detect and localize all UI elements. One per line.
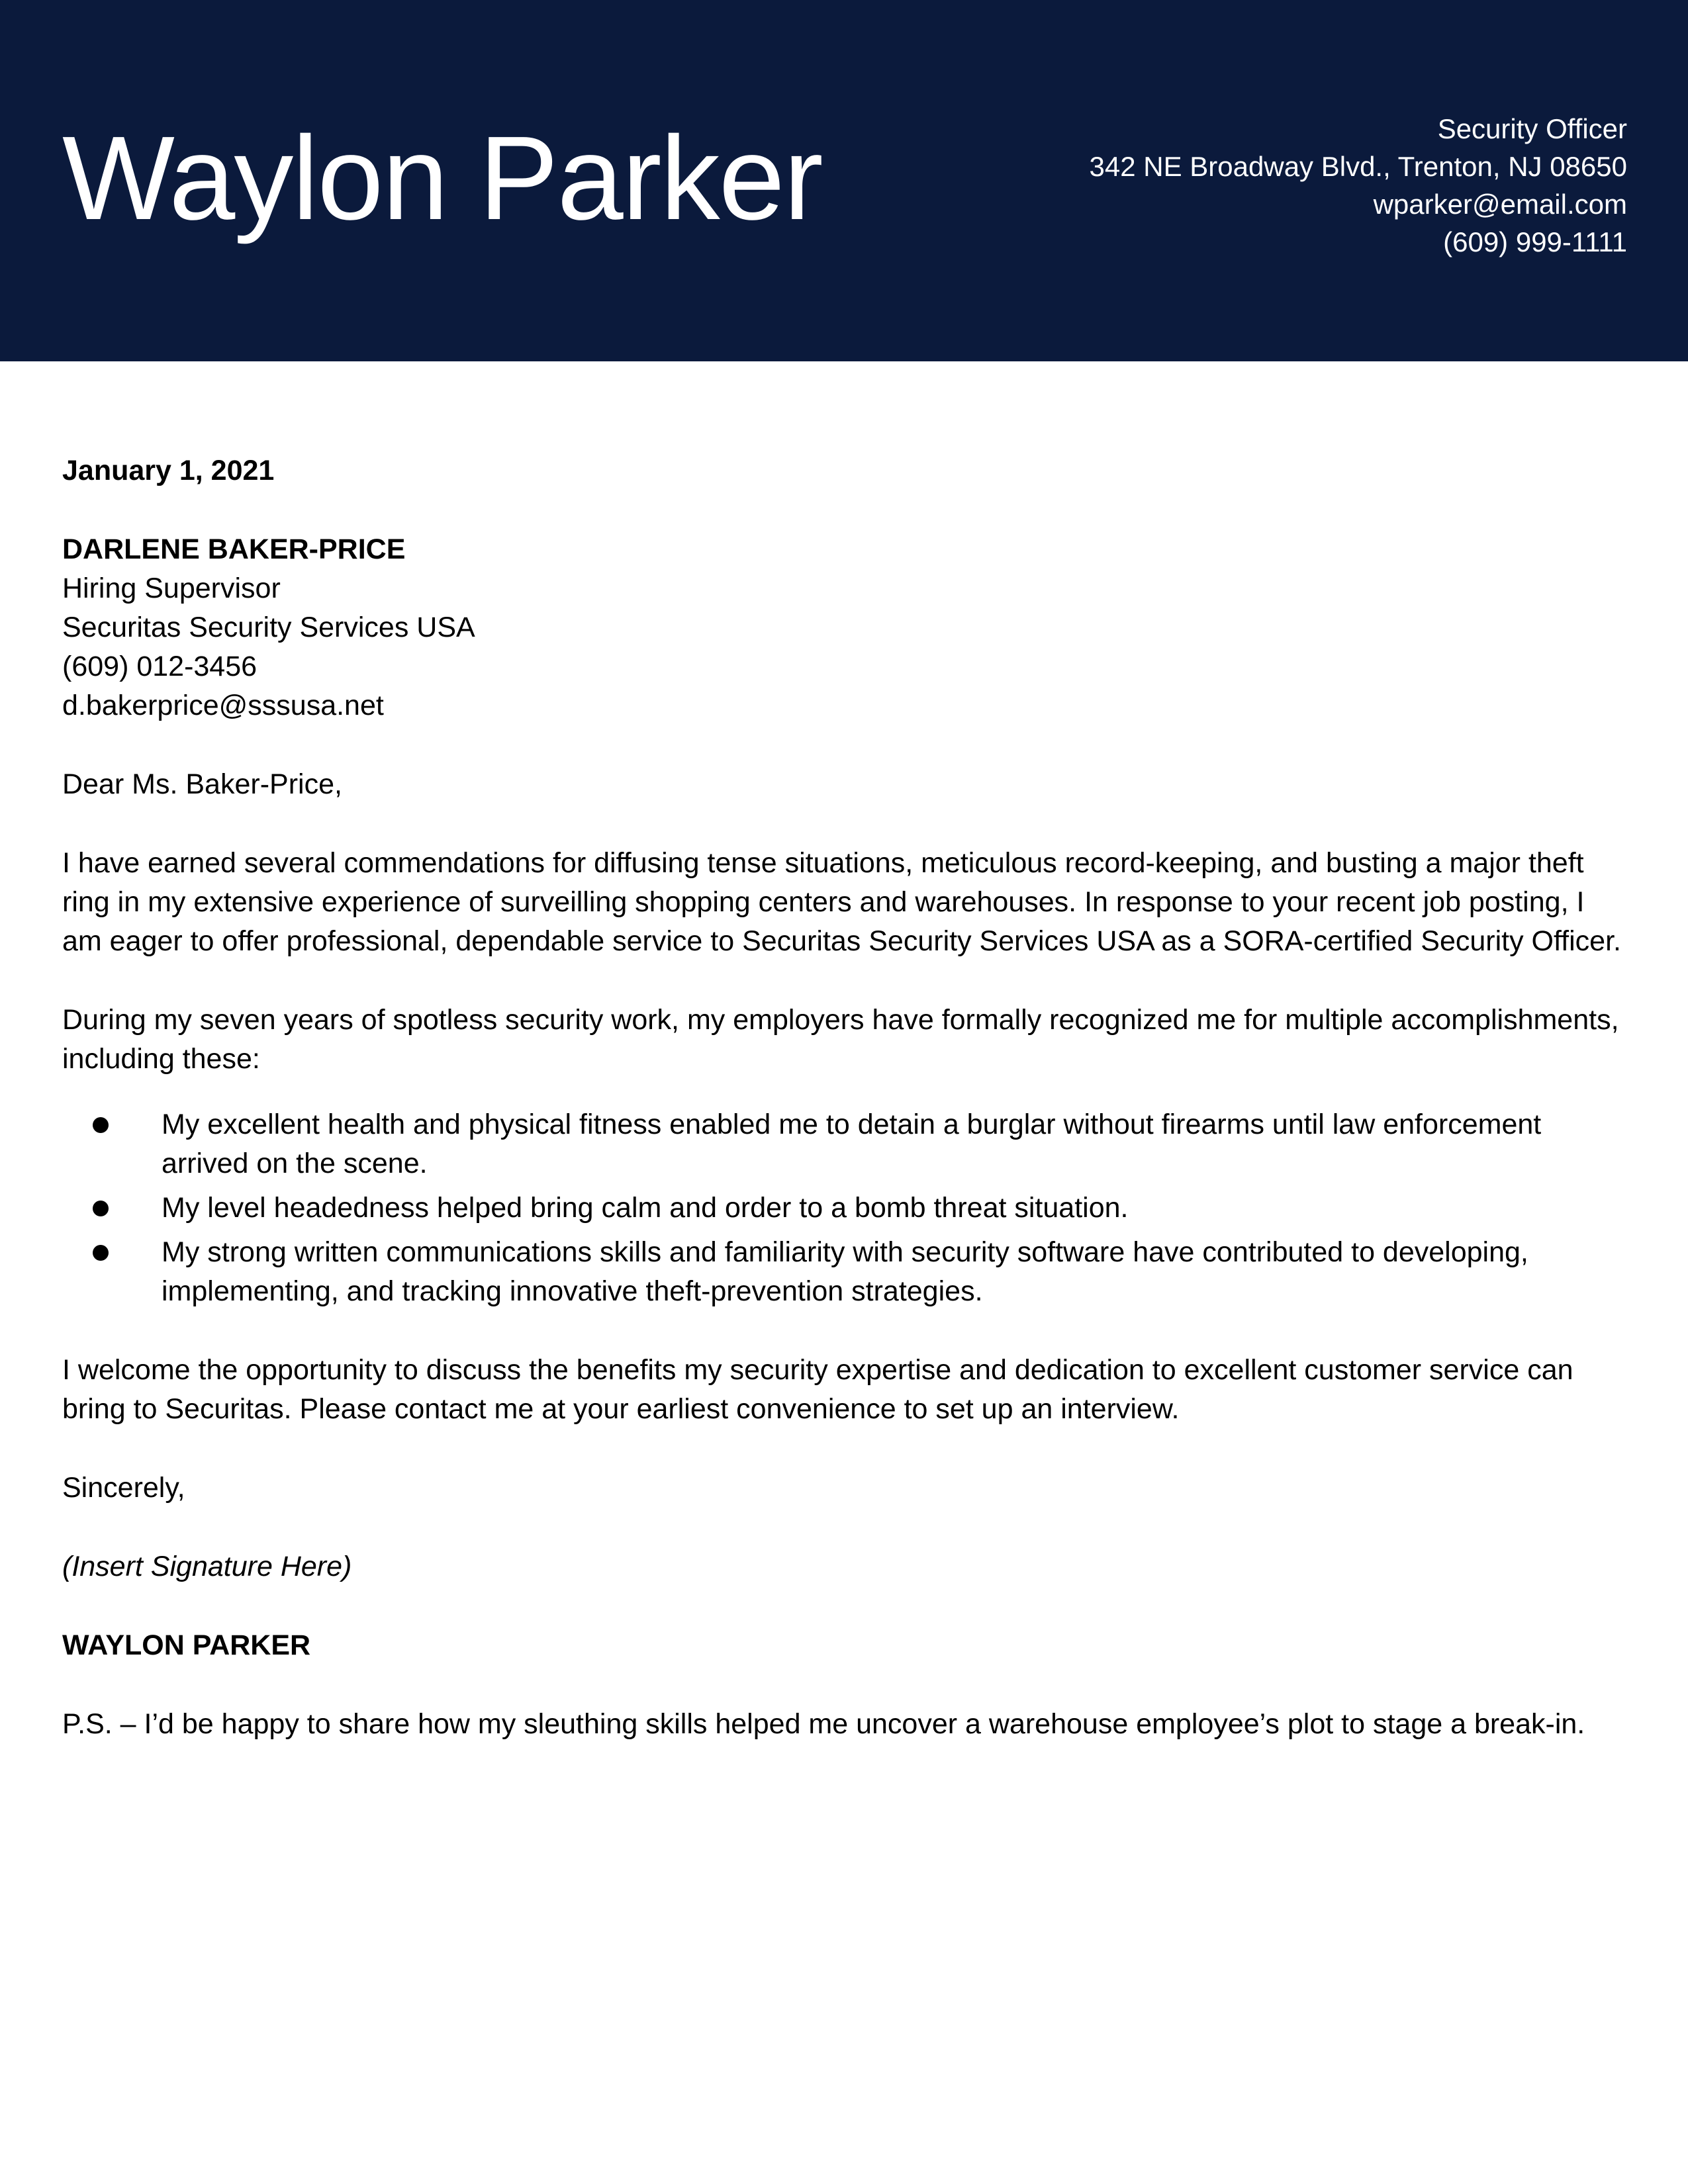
- list-item-text: My level headedness helped bring calm and order to a bomb threat situation.: [162, 1192, 1129, 1224]
- paragraph-accomplishments: During my seven years of spotless security work, my employers have formally recognized me for multiple accomplishments, including these:: [62, 1004, 1619, 1075]
- letter-body: [62, 451, 1631, 1784]
- contact-block: [1090, 110, 1627, 261]
- recipient-company: Securitas Security Services USA: [62, 612, 475, 643]
- bullet-icon: [93, 1117, 109, 1133]
- paragraph-closing: I welcome the opportunity to discuss the benefits my security expertise and dedication to excellent customer service can bring to Securitas. Please contact me at your earliest convenience to set up an interview.: [62, 1354, 1573, 1425]
- list-item: [62, 1105, 1631, 1183]
- bullet-icon: [93, 1201, 109, 1216]
- signature-placeholder: (Insert Signature Here): [62, 1551, 352, 1582]
- list-item: [62, 1189, 1631, 1228]
- applicant-name: Waylon Parker: [62, 112, 822, 245]
- bullet-icon: [93, 1245, 109, 1261]
- postscript: P.S. – I’d be happy to share how my sleuthing skills helped me uncover a warehouse employee’s plot to stage a break-in.: [62, 1708, 1585, 1740]
- letter-date: January 1, 2021: [62, 455, 275, 486]
- phone: (609) 999-1111: [1443, 226, 1627, 257]
- address: 342 NE Broadway Blvd., Trenton, NJ 08650: [1089, 151, 1627, 182]
- accomplishment-list: [62, 1105, 1631, 1311]
- list-item-text: My strong written communications skills and familiarity with security software have contributed to developing, implementing, and tracking innovative theft-prevention strategies.: [162, 1236, 1528, 1307]
- closing: Sincerely,: [62, 1472, 185, 1504]
- header-banner: [0, 0, 1688, 361]
- recipient-phone: (609) 012-3456: [62, 651, 258, 682]
- list-item-text: My excellent health and physical fitness enabled me to detain a burglar without firearms until law enforcement arrived on the scene.: [162, 1109, 1542, 1179]
- signer-name: WAYLON PARKER: [62, 1629, 311, 1661]
- paragraph-intro: I have earned several commendations for diffusing tense situations, meticulous record-keeping, and busting a major theft ring in my extensive experience of surveilling shopping centers and warehouses. In response to your recent job posting, I am eager to offer professional, dependable service to Securitas Security Services USA as a SORA-certified Security Officer.: [62, 847, 1621, 957]
- list-item: [62, 1233, 1631, 1311]
- recipient-title: Hiring Supervisor: [62, 572, 281, 604]
- recipient-block: [62, 530, 1631, 725]
- email: wparker@email.com: [1373, 189, 1627, 220]
- job-title: Security Officer: [1437, 113, 1627, 144]
- recipient-email: d.bakerprice@sssusa.net: [62, 690, 384, 721]
- salutation: Dear Ms. Baker-Price,: [62, 768, 342, 800]
- recipient-name: DARLENE BAKER-PRICE: [62, 533, 406, 565]
